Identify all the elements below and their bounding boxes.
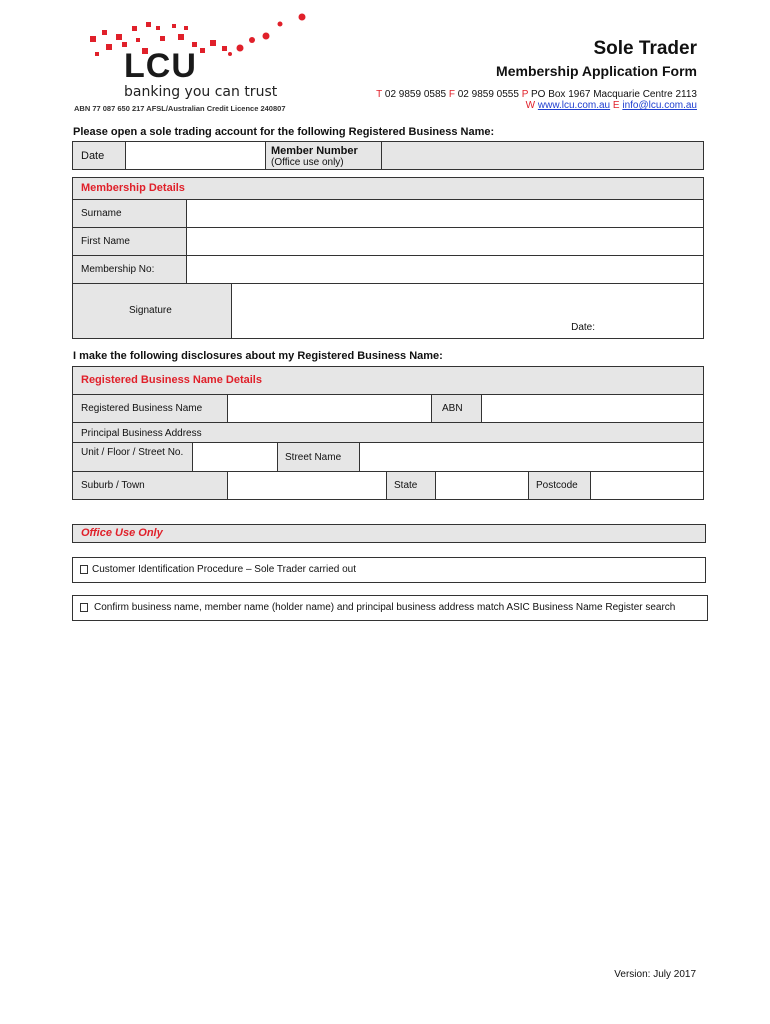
logo-tagline: banking you can trust: [124, 84, 278, 100]
membership-no-label: Membership No:: [81, 264, 155, 275]
version-text: Version: July 2017: [614, 969, 696, 980]
member-number-field[interactable]: [381, 141, 704, 170]
street-name-label: Street Name: [285, 452, 342, 463]
email-link[interactable]: info@lcu.com.au: [622, 100, 697, 111]
disclosure-text: I make the following disclosures about my Registered Business Name:: [73, 350, 443, 362]
date-label: Date: [81, 150, 105, 162]
business-section: [72, 366, 704, 500]
surname-field[interactable]: [186, 199, 704, 228]
postcode-label: Postcode: [536, 480, 578, 491]
first-name-label: First Name: [81, 236, 130, 247]
membership-section: [72, 177, 704, 339]
lcu-logo: [80, 12, 320, 102]
abn-field[interactable]: [481, 394, 704, 423]
unit-label: Unit / Floor / Street No.: [81, 447, 184, 458]
contact-line-1: T 02 9859 0585 F 02 9859 0555 P PO Box 1967 Macquarie Centre 2113: [376, 89, 697, 100]
unit-field[interactable]: [192, 442, 278, 472]
signature-field[interactable]: [231, 283, 704, 339]
business-section-title: Registered Business Name Details: [81, 374, 262, 386]
logo-brand: LCU: [124, 47, 197, 85]
state-label: State: [394, 480, 418, 491]
signature-date-label: Date:: [571, 322, 595, 333]
member-number-label: Member Number: [271, 145, 358, 157]
suburb-field[interactable]: [227, 471, 387, 500]
suburb-label: Suburb / Town: [81, 480, 145, 491]
office-use-label: (Office use only): [271, 157, 344, 168]
state-field[interactable]: [435, 471, 529, 500]
top-row-box: [72, 141, 704, 170]
checkbox-1[interactable]: [80, 565, 88, 574]
reg-business-name-field[interactable]: [227, 394, 432, 423]
office-use-title: Office Use Only: [81, 527, 163, 539]
checkbox-2[interactable]: [80, 603, 88, 612]
membership-section-title: Membership Details: [81, 182, 185, 194]
office-use-item-2-text: Confirm business name, member name (holder name) and principal business address match ASIC Business Name Register search: [94, 602, 676, 613]
postcode-field[interactable]: [590, 471, 704, 500]
abn-label: ABN: [442, 403, 463, 414]
membership-no-field[interactable]: [186, 255, 704, 284]
intro-text: Please open a sole trading account for the following Registered Business Name:: [73, 126, 495, 138]
page-title: Sole Trader: [593, 38, 697, 59]
office-use-header: [72, 524, 706, 543]
principal-address-label: Principal Business Address: [81, 428, 202, 439]
contact-line-2: W www.lcu.com.au E info@lcu.com.au: [525, 100, 697, 111]
website-link[interactable]: www.lcu.com.au: [537, 100, 611, 111]
reg-business-name-label: Registered Business Name: [81, 403, 203, 414]
logo-dots-icon: [80, 12, 320, 72]
abn-line: ABN 77 087 650 217 AFSL/Australian Credit Licence 240807: [74, 104, 286, 113]
street-name-field[interactable]: [359, 442, 704, 472]
signature-label: Signature: [129, 305, 172, 316]
surname-label: Surname: [81, 208, 122, 219]
date-field[interactable]: [125, 141, 266, 170]
office-use-item-1: [72, 557, 706, 583]
page-subtitle: Membership Application Form: [496, 63, 697, 79]
office-use-item-2: [72, 595, 708, 621]
first-name-field[interactable]: [186, 227, 704, 256]
office-use-item-1-text: Customer Identification Procedure – Sole Trader carried out: [92, 564, 357, 575]
